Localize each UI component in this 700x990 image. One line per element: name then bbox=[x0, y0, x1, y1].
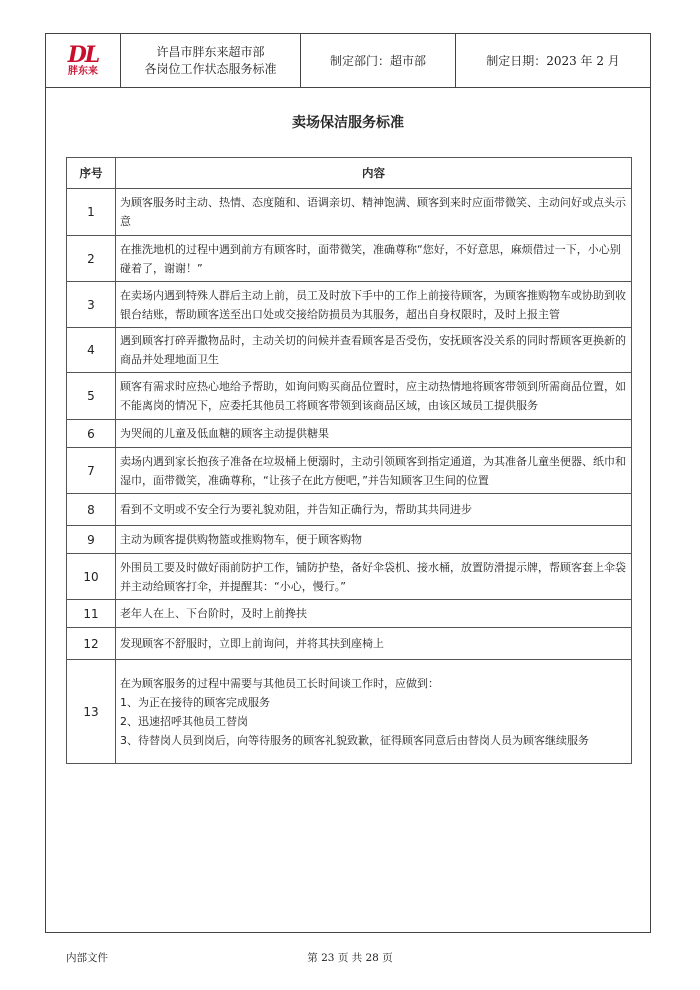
company-logo bbox=[46, 34, 121, 87]
document-header bbox=[45, 33, 651, 88]
row-number: 12 bbox=[67, 628, 116, 660]
header-title-line1: 许昌市胖东来超市部 bbox=[156, 44, 265, 59]
table-row bbox=[67, 554, 632, 600]
header-date: 制定日期：2023 年 2 月 bbox=[486, 54, 620, 68]
row-content: 为哭闹的儿童及低血糖的顾客主动提供糖果 bbox=[116, 420, 632, 448]
row-number: 4 bbox=[67, 328, 116, 373]
row-number: 9 bbox=[67, 526, 116, 554]
table-row bbox=[67, 236, 632, 282]
table-row bbox=[67, 660, 632, 764]
row-number: 5 bbox=[67, 373, 116, 420]
row-content bbox=[116, 660, 632, 764]
row-content: 顾客有需求时应热心地给予帮助，如询问购买商品位置时，应主动热情地将顾客带领到所需商品位置，如不能离岗的情况下，应委托其他员工将顾客带领到该商品区域，由该区域员工提供服务 bbox=[116, 373, 632, 420]
footer-internal-label: 内部文件 bbox=[66, 952, 108, 964]
row-number: 13 bbox=[67, 660, 116, 764]
footer-page-number: 第 23 页 共 28 页 bbox=[307, 952, 393, 964]
row-content: 在卖场内遇到特殊人群后主动上前，员工及时放下手中的工作上前接待顾客，为顾客推购物车或协助到收银台结账，帮助顾客送至出口处或交接给防损员为其服务，超出自身权限时，及时上报主管 bbox=[116, 282, 632, 328]
row-content: 遇到顾客打碎弄撒物品时，主动关切的问候并查看顾客是否受伤，安抚顾客没关系的同时帮顾客更换新的商品并处理地面卫生 bbox=[116, 328, 632, 373]
row-content: 卖场内遇到家长抱孩子准备在垃圾桶上便溺时，主动引领顾客到指定通道，为其准备儿童坐便器、纸巾和湿巾，面带微笑，准确尊称，“让孩子在此方便吧，”并告知顾客卫生间的位置 bbox=[116, 448, 632, 494]
row-number: 8 bbox=[67, 494, 116, 526]
table-header-row bbox=[67, 158, 632, 189]
header-title-line2: 各岗位工作状态服务标准 bbox=[144, 61, 277, 76]
table-row bbox=[67, 373, 632, 420]
table-row bbox=[67, 494, 632, 526]
logo-mark: DL bbox=[67, 41, 99, 68]
row-number: 2 bbox=[67, 236, 116, 282]
table-row bbox=[67, 189, 632, 236]
row-number: 7 bbox=[67, 448, 116, 494]
row-number: 6 bbox=[67, 420, 116, 448]
document-title: 卖场保洁服务标准 bbox=[292, 115, 404, 131]
row-content: 在推洗地机的过程中遇到前方有顾客时，面带微笑，准确尊称“您好，不好意思，麻烦借过一下，小心别碰着了，谢谢！” bbox=[116, 236, 632, 282]
row-number: 11 bbox=[67, 600, 116, 628]
table-row bbox=[67, 420, 632, 448]
table-row bbox=[67, 526, 632, 554]
row-content-line: 2、迅速招呼其他员工替岗 bbox=[120, 714, 248, 728]
logo-name: 胖东来 bbox=[68, 65, 98, 77]
column-header-content: 内容 bbox=[116, 158, 632, 189]
table-row bbox=[67, 628, 632, 660]
row-content-line: 在为顾客服务的过程中需要与其他员工长时间谈工作时，应做到： bbox=[120, 676, 439, 690]
row-content-line: 3、待替岗人员到岗后，向等待服务的顾客礼貌致歉，征得顾客同意后由替岗人员为顾客继续服务 bbox=[120, 733, 589, 747]
table-row bbox=[67, 600, 632, 628]
row-content: 为顾客服务时主动、热情、态度随和、语调亲切、精神饱满、顾客到来时应面带微笑、主动问好或点头示意 bbox=[116, 189, 632, 236]
row-content: 主动为顾客提供购物篮或推购物车，便于顾客购物 bbox=[116, 526, 632, 554]
row-content-line: 1、为正在接待的顾客完成服务 bbox=[120, 695, 270, 709]
table-row bbox=[67, 448, 632, 494]
row-content: 发现顾客不舒服时，立即上前询问，并将其扶到座椅上 bbox=[116, 628, 632, 660]
table-row bbox=[67, 282, 632, 328]
row-number: 10 bbox=[67, 554, 116, 600]
row-content: 老年人在上、下台阶时，及时上前搀扶 bbox=[116, 600, 632, 628]
row-content: 外围员工要及时做好雨前防护工作，铺防护垫，备好伞袋机、接水桶，放置防滑提示牌，帮顾客套上伞袋并主动给顾客打伞，并提醒其：“小心，慢行。” bbox=[116, 554, 632, 600]
table-body bbox=[67, 189, 632, 764]
column-header-no: 序号 bbox=[67, 158, 116, 189]
row-content: 看到不文明或不安全行为要礼貌劝阻，并告知正确行为，帮助其共同进步 bbox=[116, 494, 632, 526]
table-row bbox=[67, 328, 632, 373]
header-title bbox=[121, 34, 301, 87]
row-number: 3 bbox=[67, 282, 116, 328]
row-number: 1 bbox=[67, 189, 116, 236]
standards-table bbox=[66, 157, 632, 764]
header-department: 制定部门：超市部 bbox=[301, 34, 456, 87]
